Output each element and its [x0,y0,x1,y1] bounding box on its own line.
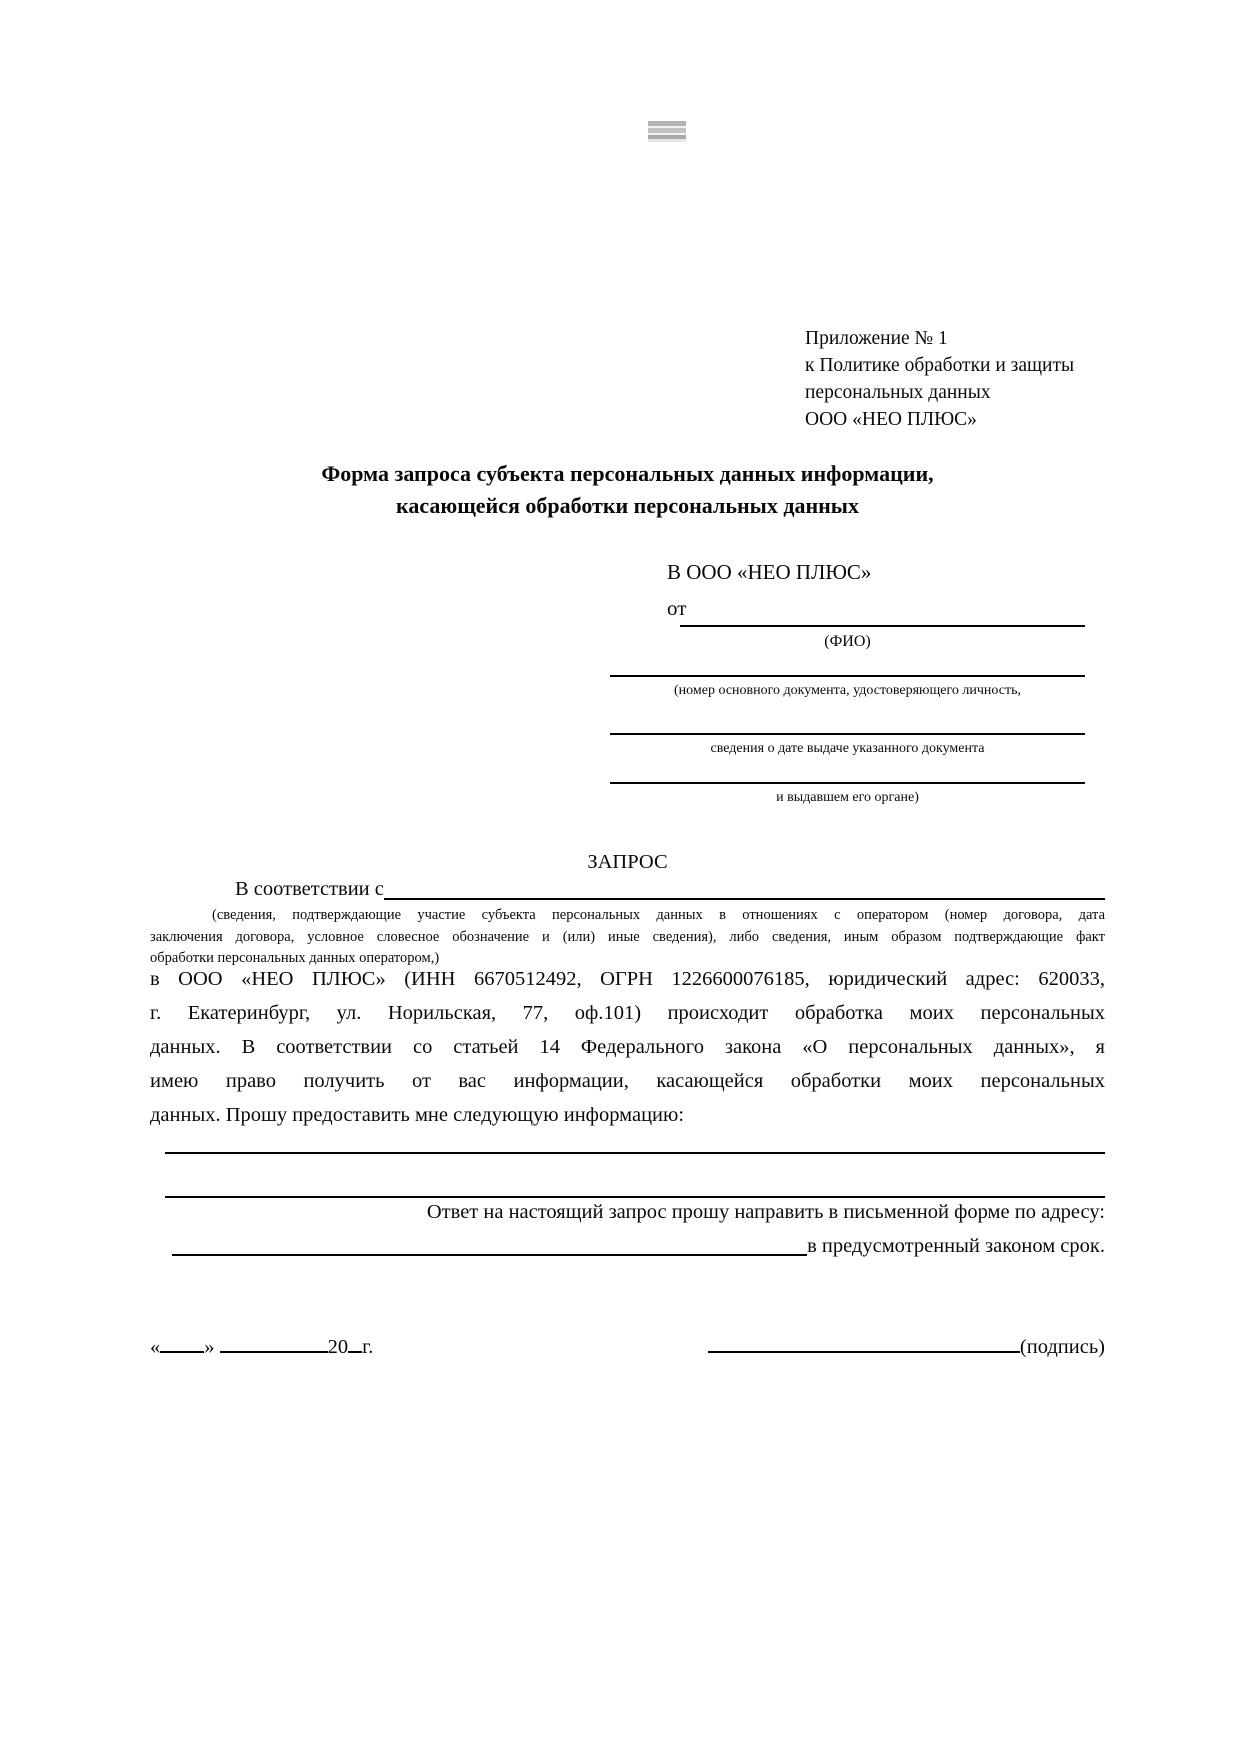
appendix-line: ООО «НЕО ПЛЮС» [805,409,977,430]
accordance-footnote [150,905,1105,970]
form-title-line: касающейся обработки персональных данных [396,493,859,518]
form-title-line: Форма запроса субъекта персональных данных информации, [321,461,934,486]
year-input-line[interactable] [348,1333,362,1353]
year-prefix: 20 [327,1336,349,1358]
document-number-input-line[interactable] [610,675,1085,677]
date-quote-close: » [204,1336,215,1358]
footnote-line: обработки персональных данных оператором,) [150,950,440,966]
signature-row [150,1333,1105,1360]
inline-image-placeholder-icon [648,120,686,142]
request-heading: ЗАПРОС [587,851,668,873]
appendix-header [805,325,1074,433]
appendix-line: персональных данных [805,382,991,403]
body-line: г. Екатеринбург, ул. Норильская, 77, оф.101) происходит обработка моих персональных [150,1002,1105,1024]
issuing-authority-caption: и выдавшем его органе) [776,790,919,805]
issue-date-input-line[interactable] [610,733,1085,735]
form-title [150,458,1105,522]
day-input-line[interactable] [160,1333,204,1353]
signature-caption: (подпись) [1019,1336,1105,1358]
signature-input-line[interactable] [708,1333,1020,1353]
information-input-line-2[interactable] [165,1196,1105,1198]
information-input-line-1[interactable] [165,1152,1105,1154]
appendix-line: Приложение № 1 [805,328,948,349]
reply-request-text: Ответ на настоящий запрос прошу направить в письменной форме по адресу: [426,1201,1105,1223]
year-suffix: г. [362,1336,374,1358]
footnote-line: заключения договора, условное словесное обозначение и (или) иные сведения), либо сведения, иным образом подтверждающие факт [150,928,1105,945]
reply-address-row [150,1233,1105,1259]
reply-suffix-text: в предусмотренный законом срок. [807,1235,1105,1257]
addressee-from-label: от [667,596,687,620]
accordance-row [150,876,1105,903]
issue-date-caption: сведения о дате выдаче указанного документа [710,741,985,756]
fio-caption: (ФИО) [824,633,871,650]
footnote-line: (сведения, подтверждающие участие субъекта персональных данных в отношениях с оператором (номер договора, дата [212,907,1105,923]
date-quote-open: « [150,1336,161,1358]
document-number-caption: (номер основного документа, удостоверяющего личность, [674,683,1021,698]
request-body [150,962,1105,1132]
reply-address-input-line[interactable] [172,1233,807,1256]
addressee-to: В ООО «НЕО ПЛЮС» [667,560,872,584]
body-line: данных. Прошу предоставить мне следующую информацию: [150,1104,685,1126]
body-line: данных. В соответствии со статьей 14 Федерального закона «О персональных данных», я [150,1036,1105,1058]
signature-group [708,1333,1105,1360]
month-input-line[interactable] [220,1333,328,1353]
issuing-authority-input-line[interactable] [610,782,1085,784]
body-line: в ООО «НЕО ПЛЮС» (ИНН 6670512492, ОГРН 1226600076185, юридический адрес: 620033, [150,968,1105,990]
fio-input-line[interactable] [680,625,1085,627]
body-line: имею право получить от вас информации, касающейся обработки моих персональных [150,1070,1105,1092]
appendix-line: к Политике обработки и защиты [805,355,1075,376]
accordance-prefix: В соответствии с [235,878,384,900]
accordance-input-line[interactable] [384,876,1105,900]
date-group [150,1333,373,1360]
